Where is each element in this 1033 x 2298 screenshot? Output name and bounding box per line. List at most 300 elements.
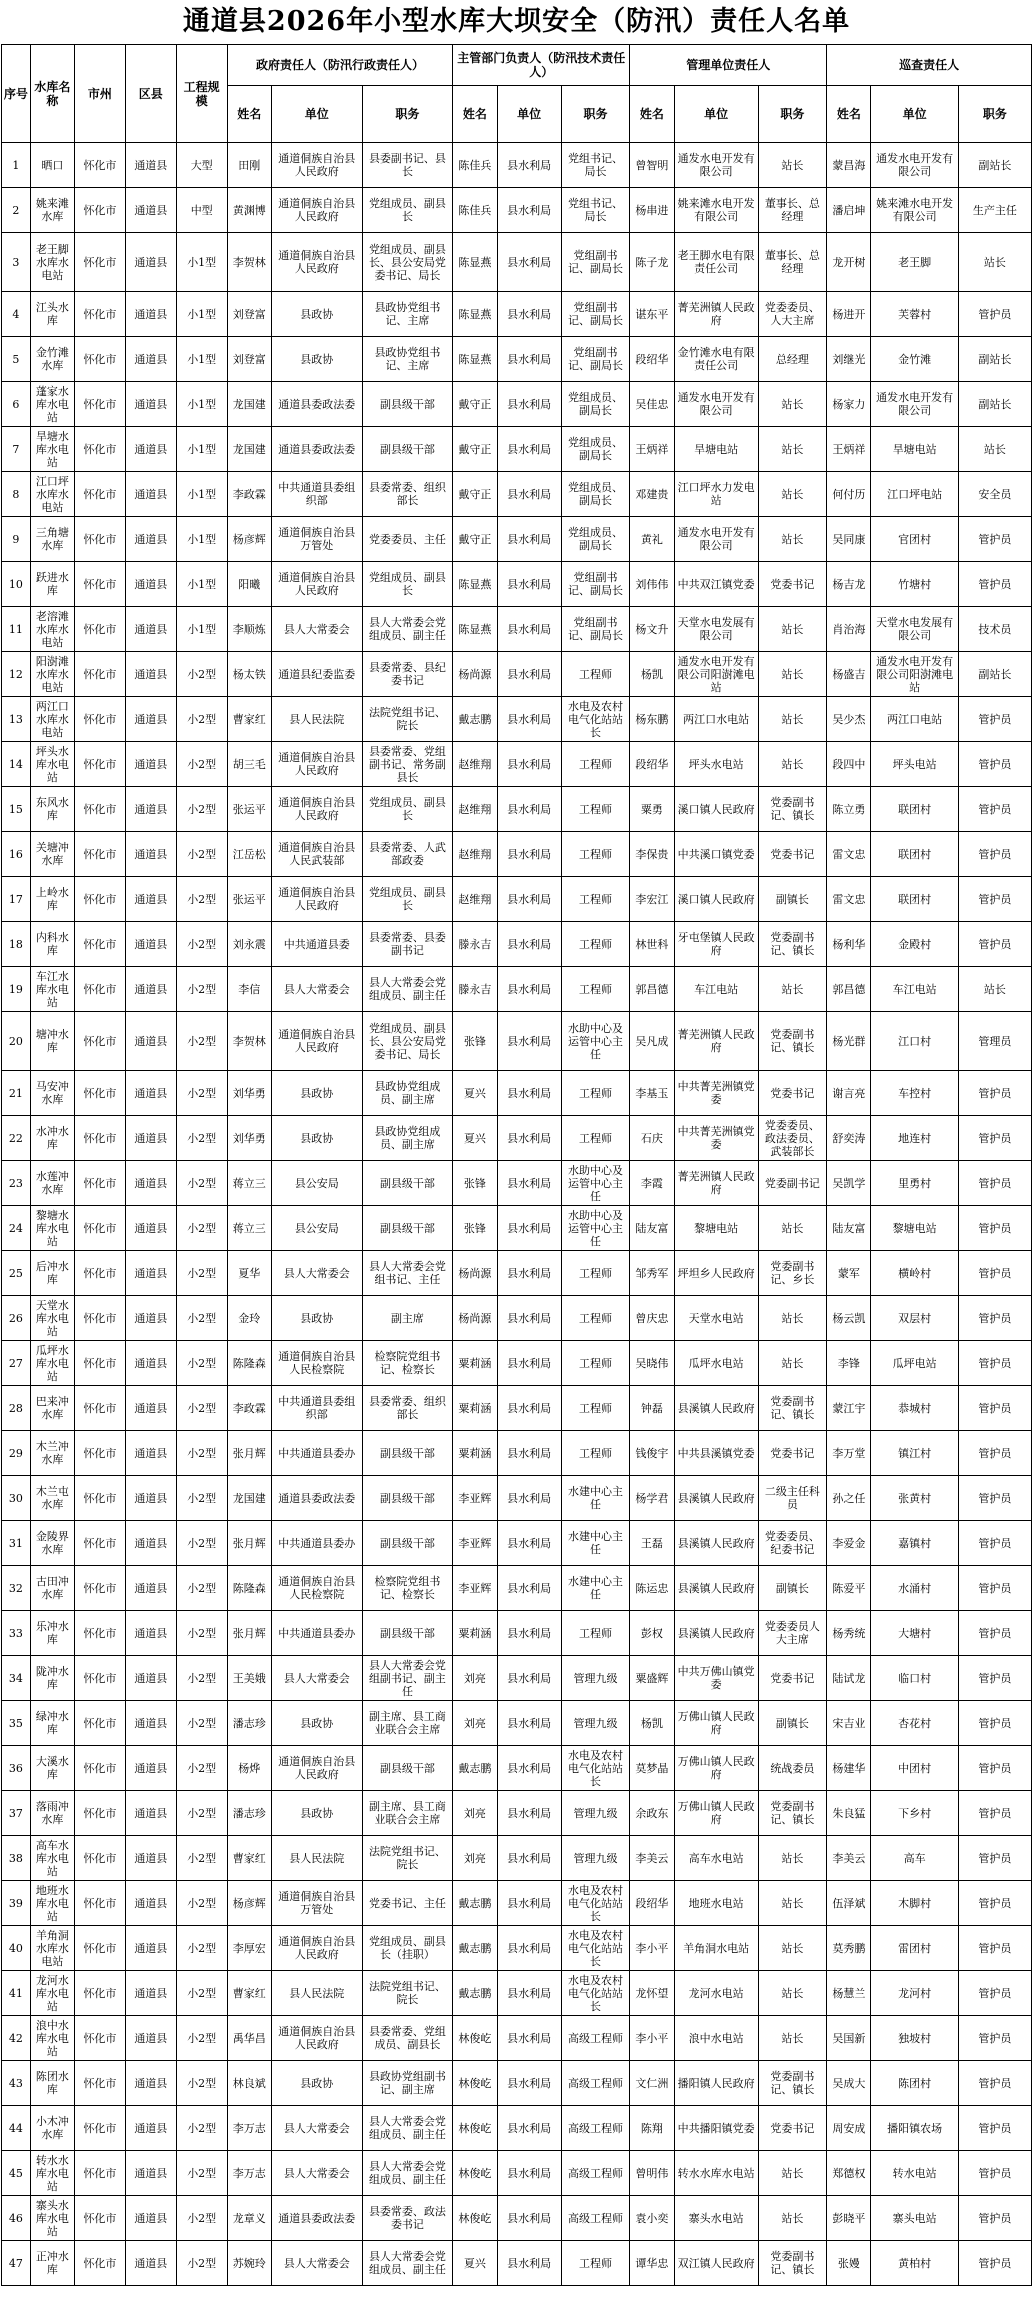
cell-county: 通道县 — [125, 382, 176, 427]
cell-reservoir-name: 古田冲水库 — [30, 1566, 74, 1611]
cell-dept-name: 赵维翔 — [453, 787, 497, 832]
table-row — [2, 2106, 1032, 2151]
cell-reservoir-name: 寨头水库水电站 — [30, 2196, 74, 2241]
cell-gov-unit: 中共通道县委办 — [271, 1431, 362, 1476]
cell-patrol-post: 管护员 — [958, 1116, 1031, 1161]
cell-dept-post: 工程师 — [561, 877, 630, 922]
cell-county: 通道县 — [125, 607, 176, 652]
cell-mgmt-name: 陆友富 — [630, 1206, 674, 1251]
cell-patrol-unit: 通发水电开发有限公司阳澍滩电站 — [871, 652, 958, 697]
cell-county: 通道县 — [125, 1296, 176, 1341]
cell-mgmt-name: 杨文升 — [630, 607, 674, 652]
cell-county: 通道县 — [125, 1611, 176, 1656]
cell-gov-post: 县人大常委会党组成员、副主任 — [362, 967, 453, 1012]
cell-dept-post: 党组副书记、副局长 — [561, 233, 630, 292]
cell-patrol-unit: 龙河村 — [871, 1971, 958, 2016]
cell-seq: 5 — [2, 337, 31, 382]
cell-patrol-post: 管护员 — [958, 742, 1031, 787]
subheader-unit: 单位 — [871, 86, 958, 143]
cell-reservoir-name: 巴来冲水库 — [30, 1386, 74, 1431]
cell-gov-name: 刘登富 — [227, 337, 271, 382]
cell-gov-name: 刘华勇 — [227, 1116, 271, 1161]
cell-dept-unit: 县水利局 — [497, 1701, 561, 1746]
cell-mgmt-name: 李美云 — [630, 1836, 674, 1881]
cell-patrol-name: 吴国新 — [827, 2016, 871, 2061]
cell-mgmt-post: 站长 — [758, 2151, 827, 2196]
cell-mgmt-unit: 金竹滩水电有限责任公司 — [674, 337, 758, 382]
cell-gov-post: 法院党组书记、院长 — [362, 1836, 453, 1881]
cell-dept-post: 党组书记、局长 — [561, 188, 630, 233]
cell-gov-name: 阳曦 — [227, 562, 271, 607]
cell-county: 通道县 — [125, 1656, 176, 1701]
cell-dept-name: 张锋 — [453, 1012, 497, 1071]
cell-seq: 22 — [2, 1116, 31, 1161]
cell-scale: 小1型 — [176, 382, 227, 427]
cell-county: 通道县 — [125, 427, 176, 472]
cell-reservoir-name: 金竹滩水库 — [30, 337, 74, 382]
cell-mgmt-unit: 浪中水电站 — [674, 2016, 758, 2061]
cell-gov-unit: 中共通道县委办 — [271, 1521, 362, 1566]
cell-mgmt-name: 杨学君 — [630, 1476, 674, 1521]
cell-dept-post: 工程师 — [561, 652, 630, 697]
cell-mgmt-name: 吴凡成 — [630, 1012, 674, 1071]
cell-patrol-name: 杨光群 — [827, 1012, 871, 1071]
table-row — [2, 1971, 1032, 2016]
cell-county: 通道县 — [125, 1161, 176, 1206]
cell-gov-unit: 县政协 — [271, 2061, 362, 2106]
cell-patrol-post: 管护员 — [958, 1251, 1031, 1296]
cell-patrol-name: 雷文忠 — [827, 832, 871, 877]
cell-county: 通道县 — [125, 742, 176, 787]
cell-gov-post: 县人大常委会党组成员、副主任 — [362, 2241, 453, 2286]
cell-mgmt-post: 党委书记 — [758, 2106, 827, 2151]
cell-patrol-name: 龙开树 — [827, 233, 871, 292]
cell-patrol-unit: 寨头电站 — [871, 2196, 958, 2241]
table-row — [2, 652, 1032, 697]
cell-mgmt-post: 党委副书记、镇长 — [758, 922, 827, 967]
table-row — [2, 877, 1032, 922]
subheader-post: 职务 — [561, 86, 630, 143]
cell-city: 怀化市 — [75, 652, 126, 697]
cell-mgmt-unit: 通发水电开发有限公司 — [674, 517, 758, 562]
cell-mgmt-unit: 县溪镇人民政府 — [674, 1521, 758, 1566]
table-row — [2, 1296, 1032, 1341]
cell-patrol-name: 张嫚 — [827, 2241, 871, 2286]
subheader-unit: 单位 — [497, 86, 561, 143]
cell-mgmt-post: 副镇长 — [758, 877, 827, 922]
cell-dept-unit: 县水利局 — [497, 292, 561, 337]
cell-patrol-unit: 车控村 — [871, 1071, 958, 1116]
cell-dept-unit: 县水利局 — [497, 1251, 561, 1296]
cell-scale: 中型 — [176, 188, 227, 233]
cell-seq: 36 — [2, 1746, 31, 1791]
header-seq: 序号 — [2, 45, 31, 143]
cell-county: 通道县 — [125, 1521, 176, 1566]
cell-mgmt-name: 粟勇 — [630, 787, 674, 832]
cell-mgmt-unit: 通发水电开发有限公司 — [674, 382, 758, 427]
cell-mgmt-name: 杨凯 — [630, 1701, 674, 1746]
cell-patrol-post: 管护员 — [958, 1161, 1031, 1206]
cell-gov-post: 党组成员、副县长（挂职） — [362, 1926, 453, 1971]
cell-gov-post: 副县级干部 — [362, 1521, 453, 1566]
cell-dept-post: 水电及农村电气化站站长 — [561, 1971, 630, 2016]
cell-dept-post: 水助中心及运管中心主任 — [561, 1012, 630, 1071]
cell-dept-name: 杨尚源 — [453, 1296, 497, 1341]
cell-city: 怀化市 — [75, 1791, 126, 1836]
table-row — [2, 1116, 1032, 1161]
cell-patrol-unit: 通发水电开发有限公司 — [871, 143, 958, 188]
table-row — [2, 1251, 1032, 1296]
cell-gov-post: 党组成员、副县长 — [362, 787, 453, 832]
cell-gov-post: 副主席、县工商业联合会主席 — [362, 1701, 453, 1746]
cell-gov-name: 龙国建 — [227, 1476, 271, 1521]
cell-scale: 小2型 — [176, 1836, 227, 1881]
cell-patrol-unit: 江口村 — [871, 1012, 958, 1071]
cell-county: 通道县 — [125, 1971, 176, 2016]
cell-gov-name: 张运平 — [227, 877, 271, 922]
cell-mgmt-unit: 转水水库水电站 — [674, 2151, 758, 2196]
cell-dept-unit: 县水利局 — [497, 337, 561, 382]
cell-city: 怀化市 — [75, 2106, 126, 2151]
cell-reservoir-name: 阳澍滩水库水电站 — [30, 652, 74, 697]
cell-dept-post: 党组副书记、副局长 — [561, 337, 630, 382]
cell-seq: 18 — [2, 922, 31, 967]
cell-patrol-name: 李美云 — [827, 1836, 871, 1881]
cell-dept-name: 刘亮 — [453, 1656, 497, 1701]
cell-patrol-unit: 双层村 — [871, 1296, 958, 1341]
cell-patrol-name: 肖治海 — [827, 607, 871, 652]
cell-city: 怀化市 — [75, 1566, 126, 1611]
cell-city: 怀化市 — [75, 2241, 126, 2286]
cell-gov-unit: 县人大常委会 — [271, 1656, 362, 1701]
cell-seq: 3 — [2, 233, 31, 292]
cell-seq: 12 — [2, 652, 31, 697]
cell-county: 通道县 — [125, 832, 176, 877]
cell-gov-post: 县政协党组成员、副主席 — [362, 1071, 453, 1116]
cell-patrol-name: 朱良猛 — [827, 1791, 871, 1836]
cell-patrol-name: 吴成大 — [827, 2061, 871, 2106]
cell-dept-unit: 县水利局 — [497, 2016, 561, 2061]
cell-scale: 小2型 — [176, 1161, 227, 1206]
cell-city: 怀化市 — [75, 607, 126, 652]
cell-patrol-post: 管护员 — [958, 2061, 1031, 2106]
cell-dept-post: 党组成员、副局长 — [561, 472, 630, 517]
cell-patrol-name: 李锋 — [827, 1341, 871, 1386]
cell-mgmt-unit: 地班水电站 — [674, 1881, 758, 1926]
cell-seq: 37 — [2, 1791, 31, 1836]
cell-mgmt-name: 吴晓伟 — [630, 1341, 674, 1386]
cell-mgmt-name: 陈子龙 — [630, 233, 674, 292]
cell-mgmt-post: 站长 — [758, 143, 827, 188]
cell-patrol-unit: 竹塘村 — [871, 562, 958, 607]
cell-gov-post: 副县级干部 — [362, 382, 453, 427]
table-row — [2, 1701, 1032, 1746]
cell-seq: 31 — [2, 1521, 31, 1566]
table-row — [2, 382, 1032, 427]
cell-gov-unit: 通道侗族自治县人民检察院 — [271, 1566, 362, 1611]
cell-gov-unit: 县政协 — [271, 337, 362, 382]
cell-reservoir-name: 东风水库 — [30, 787, 74, 832]
cell-mgmt-unit: 通发水电开发有限公司 — [674, 143, 758, 188]
cell-gov-unit: 县政协 — [271, 1701, 362, 1746]
cell-mgmt-post: 站长 — [758, 1341, 827, 1386]
cell-gov-name: 李政霖 — [227, 1386, 271, 1431]
cell-seq: 11 — [2, 607, 31, 652]
cell-seq: 44 — [2, 2106, 31, 2151]
cell-gov-post: 党组成员、副县长 — [362, 562, 453, 607]
cell-mgmt-unit: 坪头水电站 — [674, 742, 758, 787]
cell-mgmt-post: 党委书记 — [758, 1656, 827, 1701]
cell-scale: 小2型 — [176, 1881, 227, 1926]
cell-patrol-post: 管护员 — [958, 697, 1031, 742]
cell-mgmt-name: 李霞 — [630, 1161, 674, 1206]
cell-mgmt-unit: 县溪镇人民政府 — [674, 1476, 758, 1521]
cell-mgmt-unit: 菁芜洲镇人民政府 — [674, 1161, 758, 1206]
cell-patrol-post: 管护员 — [958, 1476, 1031, 1521]
cell-dept-unit: 县水利局 — [497, 188, 561, 233]
cell-scale: 小2型 — [176, 1656, 227, 1701]
cell-dept-name: 戴守正 — [453, 472, 497, 517]
cell-patrol-unit: 木脚村 — [871, 1881, 958, 1926]
table-row — [2, 697, 1032, 742]
cell-scale: 小2型 — [176, 787, 227, 832]
cell-mgmt-post: 站长 — [758, 517, 827, 562]
cell-seq: 25 — [2, 1251, 31, 1296]
cell-dept-post: 管理九级 — [561, 1836, 630, 1881]
cell-mgmt-unit: 天堂水电发展有限公司 — [674, 607, 758, 652]
cell-patrol-post: 站长 — [958, 967, 1031, 1012]
cell-gov-post: 法院党组书记、院长 — [362, 697, 453, 742]
cell-seq: 4 — [2, 292, 31, 337]
table-row — [2, 1161, 1032, 1206]
cell-gov-unit: 通道侗族自治县人民政府 — [271, 188, 362, 233]
cell-dept-name: 戴志鹏 — [453, 1746, 497, 1791]
cell-patrol-name: 蒙昌海 — [827, 143, 871, 188]
cell-dept-name: 陈佳兵 — [453, 143, 497, 188]
cell-patrol-unit: 天堂水电发展有限公司 — [871, 607, 958, 652]
cell-county: 通道县 — [125, 652, 176, 697]
cell-dept-name: 粟莉涵 — [453, 1431, 497, 1476]
cell-city: 怀化市 — [75, 1881, 126, 1926]
cell-patrol-name: 伍泽斌 — [827, 1881, 871, 1926]
cell-dept-unit: 县水利局 — [497, 1296, 561, 1341]
cell-gov-unit: 通道侗族自治县万管处 — [271, 1881, 362, 1926]
table-row — [2, 188, 1032, 233]
cell-dept-unit: 县水利局 — [497, 1566, 561, 1611]
cell-dept-name: 陈佳兵 — [453, 188, 497, 233]
cell-gov-name: 刘华勇 — [227, 1071, 271, 1116]
cell-city: 怀化市 — [75, 427, 126, 472]
cell-reservoir-name: 蓬家水库水电站 — [30, 382, 74, 427]
header-dept: 主管部门负责人（防汛技术责任人） — [453, 45, 630, 86]
cell-gov-unit: 县人大常委会 — [271, 2241, 362, 2286]
cell-patrol-unit: 黄柏村 — [871, 2241, 958, 2286]
cell-gov-unit: 县人大常委会 — [271, 607, 362, 652]
cell-reservoir-name: 上岭水库 — [30, 877, 74, 922]
cell-city: 怀化市 — [75, 292, 126, 337]
cell-scale: 小2型 — [176, 1296, 227, 1341]
cell-reservoir-name: 天堂水库水电站 — [30, 1296, 74, 1341]
cell-mgmt-name: 陈运忠 — [630, 1566, 674, 1611]
cell-city: 怀化市 — [75, 188, 126, 233]
cell-patrol-post: 管护员 — [958, 1926, 1031, 1971]
cell-patrol-name: 杨慧兰 — [827, 1971, 871, 2016]
cell-seq: 9 — [2, 517, 31, 562]
cell-patrol-name: 郑德权 — [827, 2151, 871, 2196]
cell-patrol-unit: 旱塘电站 — [871, 427, 958, 472]
cell-mgmt-name: 李基玉 — [630, 1071, 674, 1116]
cell-scale: 小1型 — [176, 517, 227, 562]
cell-mgmt-unit: 溪口镇人民政府 — [674, 877, 758, 922]
cell-dept-unit: 县水利局 — [497, 967, 561, 1012]
cell-seq: 27 — [2, 1341, 31, 1386]
cell-dept-name: 林俊屹 — [453, 2196, 497, 2241]
cell-gov-name: 曹家红 — [227, 1836, 271, 1881]
cell-seq: 39 — [2, 1881, 31, 1926]
cell-patrol-name: 周安成 — [827, 2106, 871, 2151]
cell-seq: 10 — [2, 562, 31, 607]
cell-gov-unit: 县人大常委会 — [271, 967, 362, 1012]
cell-patrol-post: 管护员 — [958, 832, 1031, 877]
cell-county: 通道县 — [125, 2151, 176, 2196]
cell-mgmt-name: 谌东平 — [630, 292, 674, 337]
cell-patrol-unit: 联团村 — [871, 787, 958, 832]
cell-patrol-post: 安全员 — [958, 472, 1031, 517]
cell-mgmt-post: 站长 — [758, 382, 827, 427]
cell-seq: 40 — [2, 1926, 31, 1971]
cell-patrol-unit: 芙蓉村 — [871, 292, 958, 337]
cell-mgmt-unit: 牙屯堡镇人民政府 — [674, 922, 758, 967]
cell-gov-post: 县人大常委会党组成员、副主任 — [362, 2151, 453, 2196]
cell-mgmt-unit: 万佛山镇人民政府 — [674, 1746, 758, 1791]
cell-dept-unit: 县水利局 — [497, 1386, 561, 1431]
cell-gov-post: 县委常委、县委副书记 — [362, 922, 453, 967]
cell-mgmt-name: 粟盛辉 — [630, 1656, 674, 1701]
cell-city: 怀化市 — [75, 562, 126, 607]
cell-gov-name: 陈隆森 — [227, 1341, 271, 1386]
cell-reservoir-name: 木兰屯水库 — [30, 1476, 74, 1521]
cell-patrol-name: 谢言亮 — [827, 1071, 871, 1116]
cell-city: 怀化市 — [75, 922, 126, 967]
cell-patrol-post: 管护员 — [958, 1566, 1031, 1611]
subheader-unit: 单位 — [271, 86, 362, 143]
cell-dept-unit: 县水利局 — [497, 1012, 561, 1071]
cell-scale: 小2型 — [176, 2241, 227, 2286]
cell-patrol-unit: 江口坪电站 — [871, 472, 958, 517]
cell-dept-name: 李亚辉 — [453, 1476, 497, 1521]
cell-mgmt-name: 杨东鹏 — [630, 697, 674, 742]
cell-mgmt-unit: 寨头水电站 — [674, 2196, 758, 2241]
cell-scale: 小2型 — [176, 1116, 227, 1161]
cell-scale: 小1型 — [176, 337, 227, 382]
cell-mgmt-post: 二级主任科员 — [758, 1476, 827, 1521]
cell-city: 怀化市 — [75, 1926, 126, 1971]
cell-dept-name: 戴志鹏 — [453, 1971, 497, 2016]
cell-patrol-name: 陆友富 — [827, 1206, 871, 1251]
cell-mgmt-name: 龙怀望 — [630, 1971, 674, 2016]
cell-mgmt-unit: 老王脚水电有限责任公司 — [674, 233, 758, 292]
cell-seq: 1 — [2, 143, 31, 188]
cell-gov-post: 副县级干部 — [362, 1206, 453, 1251]
table-row — [2, 1476, 1032, 1521]
cell-dept-post: 管理九级 — [561, 1791, 630, 1836]
cell-patrol-unit: 水涌村 — [871, 1566, 958, 1611]
cell-reservoir-name: 正冲水库 — [30, 2241, 74, 2286]
cell-county: 通道县 — [125, 143, 176, 188]
cell-dept-post: 水电及农村电气化站站长 — [561, 1926, 630, 1971]
cell-gov-post: 党组成员、副县长 — [362, 877, 453, 922]
cell-patrol-post: 管护员 — [958, 292, 1031, 337]
cell-reservoir-name: 落雨冲水库 — [30, 1791, 74, 1836]
cell-patrol-name: 吴同康 — [827, 517, 871, 562]
cell-gov-unit: 县政协 — [271, 1296, 362, 1341]
cell-county: 通道县 — [125, 188, 176, 233]
cell-gov-post: 党委书记、主任 — [362, 1881, 453, 1926]
cell-dept-name: 林俊屹 — [453, 2106, 497, 2151]
cell-county: 通道县 — [125, 1341, 176, 1386]
cell-mgmt-post: 统战委员 — [758, 1746, 827, 1791]
cell-city: 怀化市 — [75, 742, 126, 787]
cell-scale: 小2型 — [176, 1431, 227, 1476]
cell-gov-post: 县人大常委会党组成员、副主任 — [362, 2106, 453, 2151]
cell-dept-name: 刘亮 — [453, 1791, 497, 1836]
cell-county: 通道县 — [125, 697, 176, 742]
cell-reservoir-name: 坪头水库水电站 — [30, 742, 74, 787]
cell-patrol-name: 刘继光 — [827, 337, 871, 382]
cell-patrol-name: 陈爱平 — [827, 1566, 871, 1611]
cell-scale: 小1型 — [176, 472, 227, 517]
cell-mgmt-post: 站长 — [758, 697, 827, 742]
cell-gov-name: 龙国建 — [227, 382, 271, 427]
cell-mgmt-name: 王炳祥 — [630, 427, 674, 472]
cell-patrol-unit: 播阳镇农场 — [871, 2106, 958, 2151]
cell-dept-post: 党组成员、副局长 — [561, 517, 630, 562]
table-row — [2, 1521, 1032, 1566]
cell-mgmt-unit: 中共菁芜洲镇党委 — [674, 1116, 758, 1161]
cell-mgmt-post: 党委副书记、镇长 — [758, 2061, 827, 2106]
subheader-post: 职务 — [362, 86, 453, 143]
cell-mgmt-post: 站长 — [758, 652, 827, 697]
cell-dept-post: 工程师 — [561, 1251, 630, 1296]
cell-patrol-post: 管护员 — [958, 1701, 1031, 1746]
table-row — [2, 1431, 1032, 1476]
cell-dept-unit: 县水利局 — [497, 1161, 561, 1206]
cell-seq: 47 — [2, 2241, 31, 2286]
cell-patrol-name: 陆试龙 — [827, 1656, 871, 1701]
cell-scale: 小2型 — [176, 1476, 227, 1521]
cell-dept-post: 水电及农村电气化站站长 — [561, 697, 630, 742]
cell-county: 通道县 — [125, 967, 176, 1012]
cell-dept-post: 工程师 — [561, 787, 630, 832]
cell-gov-name: 黄渊博 — [227, 188, 271, 233]
cell-mgmt-post: 党委书记 — [758, 1071, 827, 1116]
cell-reservoir-name: 马安冲水库 — [30, 1071, 74, 1116]
cell-mgmt-name: 李小平 — [630, 1926, 674, 1971]
cell-gov-name: 李顺炼 — [227, 607, 271, 652]
cell-scale: 小2型 — [176, 742, 227, 787]
cell-gov-unit: 通道侗族自治县人民政府 — [271, 877, 362, 922]
header-city: 市州 — [75, 45, 126, 143]
cell-gov-unit: 县政协 — [271, 1116, 362, 1161]
cell-county: 通道县 — [125, 1881, 176, 1926]
cell-patrol-name: 杨建华 — [827, 1746, 871, 1791]
cell-gov-unit: 通道侗族自治县万管处 — [271, 517, 362, 562]
cell-reservoir-name: 三角塘水库 — [30, 517, 74, 562]
cell-patrol-unit: 中团村 — [871, 1746, 958, 1791]
cell-dept-unit: 县水利局 — [497, 2061, 561, 2106]
table-row — [2, 2196, 1032, 2241]
cell-patrol-name: 郭昌德 — [827, 967, 871, 1012]
